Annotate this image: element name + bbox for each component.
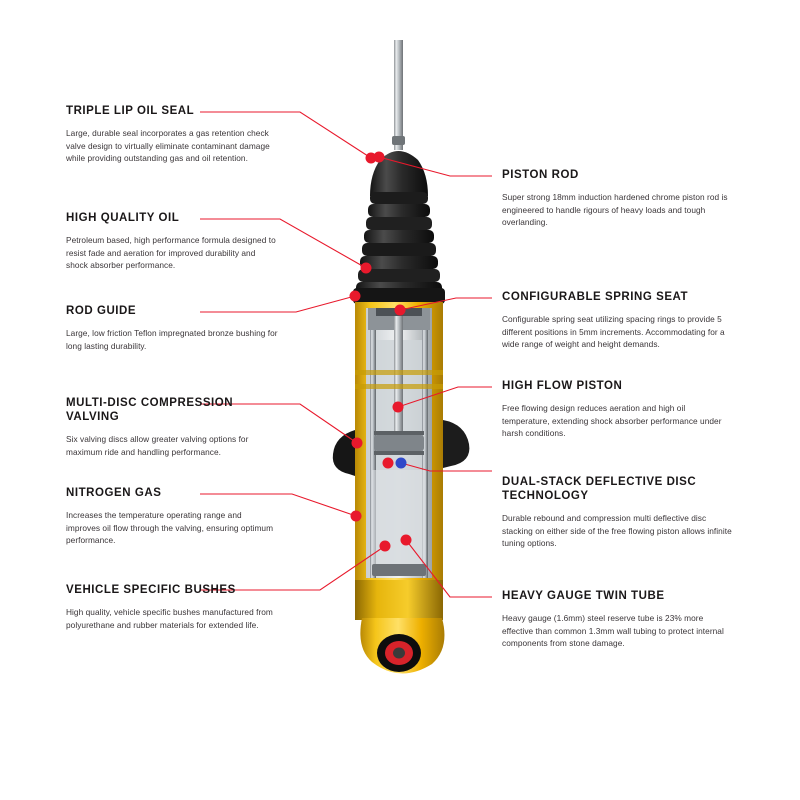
callout-vehicle-specific-bushes xyxy=(66,583,278,631)
callout-nitrogen-gas xyxy=(66,486,278,547)
deflective-disc-stack-upper xyxy=(374,431,424,435)
boot-ring-6 xyxy=(360,256,438,269)
oil-seal xyxy=(376,308,422,316)
callout-triple-lip-oil-seal xyxy=(66,104,278,165)
callout-high-quality-oil xyxy=(66,211,278,272)
boot-ring-3 xyxy=(366,217,432,230)
deflective-disc-stack-lower xyxy=(374,451,424,455)
dust-cap xyxy=(370,151,428,196)
callout-body: Petroleum based, high performance formula designed to resist fade and aeration for improved durability and shock absorber performance. xyxy=(66,235,276,271)
callout-multi-disc-compression-valving xyxy=(66,396,278,458)
callout-body: Large, durable seal incorporates a gas retention check valve design to virtually eliminate contaminant damage while providing outstanding gas and oil retention. xyxy=(66,128,270,164)
callout-high-flow-piston xyxy=(502,379,734,440)
piston-rod-shaft xyxy=(394,40,403,150)
callout-body: Six valving discs allow greater valving options for maximum ride and handling performance. xyxy=(66,434,249,457)
boot-ring-4 xyxy=(364,230,434,243)
internal-rod xyxy=(394,316,403,441)
callout-title: MULTI-DISC COMPRESSION VALVING xyxy=(66,397,234,423)
callout-dual-stack-deflective-disc-technology xyxy=(502,475,734,550)
callout-configurable-spring-seat xyxy=(502,290,734,351)
lower-tube xyxy=(355,580,443,620)
callout-title: TRIPLE LIP OIL SEAL xyxy=(66,105,195,117)
callout-title: PISTON ROD xyxy=(502,169,579,181)
callout-title: VEHICLE SPECIFIC BUSHES xyxy=(66,584,236,596)
callout-body: Super strong 18mm induction hardened chrome piston rod is engineered to handle rigours of heavy loads and tough overlanding. xyxy=(502,192,728,228)
boot-ring-5 xyxy=(362,243,436,256)
spring-seat-right xyxy=(443,420,469,468)
callout-heavy-gauge-twin-tube xyxy=(502,589,734,650)
callout-body: Large, low friction Teflon impregnated bronze bushing for long lasting durability. xyxy=(66,328,278,351)
callout-body: High quality, vehicle specific bushes manufactured from polyurethane and rubber materials for extended life. xyxy=(66,607,273,630)
callout-body: Durable rebound and compression multi deflective disc stacking on either side of the free flowing piston allows infinite tuning options. xyxy=(502,513,732,549)
callout-title: HIGH FLOW PISTON xyxy=(502,380,623,392)
callout-piston-rod xyxy=(502,168,734,229)
spacer-ring-1 xyxy=(355,370,443,375)
callout-body: Heavy gauge (1.6mm) steel reserve tube is 23% more effective than common 1.3mm wall tubing to protect internal components from stone damage. xyxy=(502,613,724,649)
boot-ring-1 xyxy=(370,192,428,204)
callout-rod-guide xyxy=(66,304,278,352)
nitrogen-chamber xyxy=(372,470,426,566)
boot-ring-2 xyxy=(368,204,430,217)
callout-body: Free flowing design reduces aeration and high oil temperature, extending shock absorber performance under harsh conditions. xyxy=(502,403,722,439)
compression-valving xyxy=(372,564,426,576)
spring-seat-left xyxy=(333,430,355,476)
spacer-ring-2 xyxy=(355,384,443,389)
callout-title: DUAL-STACK DEFLECTIVE DISC TECHNOLOGY xyxy=(502,476,697,502)
upper-cap xyxy=(353,288,445,304)
callout-title: ROD GUIDE xyxy=(66,305,137,317)
callout-title: NITROGEN GAS xyxy=(66,487,162,499)
callout-body: Configurable spring seat utilizing spacing rings to provide 5 different positions in 5mm increments. Accommodating for a wide range of weight and height demands. xyxy=(502,314,725,350)
bush-sleeve xyxy=(393,648,405,659)
boot-ring-7 xyxy=(358,269,440,282)
callout-title: CONFIGURABLE SPRING SEAT xyxy=(502,291,689,303)
callout-body: Increases the temperature operating range and improves oil flow through the valving, ensuring optimum performance. xyxy=(66,510,274,546)
high-flow-piston xyxy=(374,435,424,451)
rod-top-collar xyxy=(392,136,405,145)
callout-title: HIGH QUALITY OIL xyxy=(66,212,180,224)
shock-absorber-illustration xyxy=(300,40,500,700)
callout-title: HEAVY GAUGE TWIN TUBE xyxy=(502,590,665,602)
